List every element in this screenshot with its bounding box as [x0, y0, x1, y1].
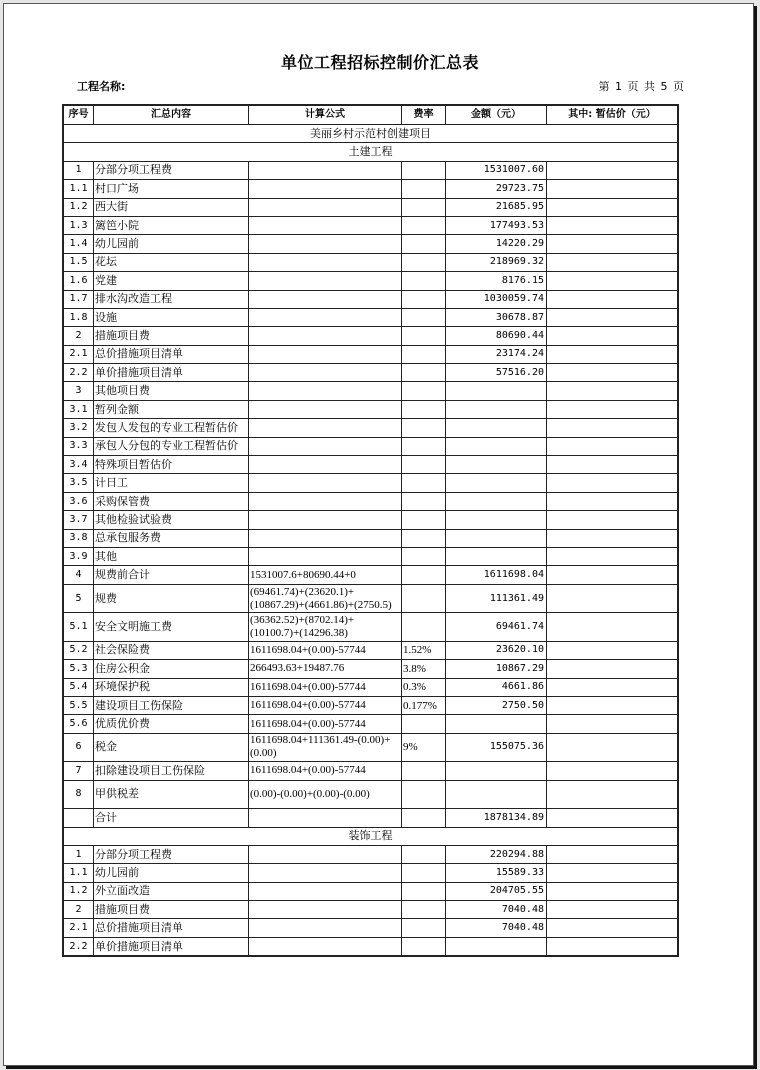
row-formula — [249, 809, 402, 827]
table-row — [64, 660, 678, 678]
table-row — [64, 198, 678, 216]
row-formula: (36362.52)+(8702.14)+(10100.7)+(14296.38) — [249, 613, 402, 642]
row-rate — [402, 308, 446, 326]
row-content: 党建 — [94, 272, 249, 290]
row-seq: 3.9 — [64, 547, 94, 565]
row-seq: 2 — [64, 327, 94, 345]
row-rate — [402, 161, 446, 179]
row-rate — [402, 364, 446, 382]
row-amount: 177493.53 — [446, 216, 547, 234]
row-provisional — [547, 696, 678, 714]
row-content: 措施项目费 — [94, 327, 249, 345]
row-provisional — [547, 198, 678, 216]
row-seq: 1.1 — [64, 180, 94, 198]
row-rate — [402, 290, 446, 308]
row-formula — [249, 235, 402, 253]
row-content: 幼儿园前 — [94, 864, 249, 882]
table-row — [64, 901, 678, 919]
table-row — [64, 715, 678, 733]
row-seq — [64, 809, 94, 827]
row-seq: 3.7 — [64, 511, 94, 529]
summary-table — [63, 105, 678, 956]
row-amount: 218969.32 — [446, 253, 547, 271]
row-rate — [402, 809, 446, 827]
row-amount — [446, 937, 547, 955]
row-formula — [249, 456, 402, 474]
row-provisional — [547, 762, 678, 780]
row-seq: 2.1 — [64, 345, 94, 363]
row-provisional — [547, 845, 678, 863]
row-seq: 5.5 — [64, 696, 94, 714]
row-formula — [249, 511, 402, 529]
row-seq: 5.4 — [64, 678, 94, 696]
row-formula — [249, 492, 402, 510]
col-header-formula: 计算公式 — [249, 106, 402, 125]
table-row — [64, 161, 678, 179]
row-formula: 1611698.04+(0.00)-57744 — [249, 678, 402, 696]
row-formula — [249, 901, 402, 919]
page-title: 单位工程招标控制价汇总表 — [280, 53, 479, 72]
table-row — [64, 511, 678, 529]
col-header-seq: 序号 — [64, 106, 94, 125]
row-amount: 1878134.89 — [446, 809, 547, 827]
row-rate — [402, 845, 446, 863]
row-provisional — [547, 290, 678, 308]
row-amount: 4661.86 — [446, 678, 547, 696]
row-formula — [249, 364, 402, 382]
row-seq: 5.2 — [64, 641, 94, 659]
row-content: 合计 — [94, 809, 249, 827]
table-row — [64, 882, 678, 900]
row-content: 承包人分包的专业工程暂估价 — [94, 437, 249, 455]
row-amount: 7040.48 — [446, 901, 547, 919]
row-seq: 4 — [64, 566, 94, 584]
row-seq: 1.2 — [64, 198, 94, 216]
row-content: 采购保管费 — [94, 492, 249, 510]
row-amount: 111361.49 — [446, 584, 547, 613]
row-amount: 1030059.74 — [446, 290, 547, 308]
row-content: 特殊项目暂估价 — [94, 456, 249, 474]
row-seq: 2.1 — [64, 919, 94, 937]
table-row — [64, 566, 678, 584]
row-rate — [402, 253, 446, 271]
row-seq: 1.5 — [64, 253, 94, 271]
row-content: 税金 — [94, 733, 249, 762]
row-formula — [249, 882, 402, 900]
row-rate — [402, 864, 446, 882]
row-rate — [402, 882, 446, 900]
row-rate: 0.177% — [402, 696, 446, 714]
row-amount — [446, 474, 547, 492]
table-row — [64, 641, 678, 659]
row-seq: 1.8 — [64, 308, 94, 326]
row-formula — [249, 474, 402, 492]
row-content: 总承包服务费 — [94, 529, 249, 547]
table-row — [64, 529, 678, 547]
row-amount — [446, 547, 547, 565]
row-content: 分部分项工程费 — [94, 161, 249, 179]
table-row — [64, 809, 678, 827]
row-amount: 10867.29 — [446, 660, 547, 678]
row-provisional — [547, 161, 678, 179]
row-formula — [249, 937, 402, 955]
row-formula — [249, 253, 402, 271]
row-provisional — [547, 235, 678, 253]
row-rate — [402, 180, 446, 198]
row-content: 设施 — [94, 308, 249, 326]
table-row — [64, 492, 678, 510]
row-amount: 220294.88 — [446, 845, 547, 863]
row-rate: 1.52% — [402, 641, 446, 659]
row-formula: (0.00)-(0.00)+(0.00)-(0.00) — [249, 780, 402, 809]
row-content: 规费 — [94, 584, 249, 613]
table-row — [64, 364, 678, 382]
table-row — [64, 762, 678, 780]
row-seq: 5.6 — [64, 715, 94, 733]
row-amount: 30678.87 — [446, 308, 547, 326]
row-rate — [402, 780, 446, 809]
row-formula — [249, 290, 402, 308]
row-provisional — [547, 660, 678, 678]
row-amount: 204705.55 — [446, 882, 547, 900]
row-seq: 3.5 — [64, 474, 94, 492]
row-provisional — [547, 437, 678, 455]
row-provisional — [547, 474, 678, 492]
row-rate — [402, 566, 446, 584]
row-content: 计日工 — [94, 474, 249, 492]
row-content: 单价措施项目清单 — [94, 937, 249, 955]
row-amount: 1611698.04 — [446, 566, 547, 584]
row-formula — [249, 529, 402, 547]
row-seq: 1.7 — [64, 290, 94, 308]
row-rate — [402, 216, 446, 234]
table-row — [64, 613, 678, 642]
row-rate — [402, 715, 446, 733]
row-amount: 23620.10 — [446, 641, 547, 659]
row-seq: 6 — [64, 733, 94, 762]
row-rate — [402, 419, 446, 437]
table-row — [64, 937, 678, 955]
table-row — [64, 290, 678, 308]
row-amount: 69461.74 — [446, 613, 547, 642]
row-provisional — [547, 780, 678, 809]
row-seq: 1.2 — [64, 882, 94, 900]
row-amount — [446, 456, 547, 474]
row-amount — [446, 382, 547, 400]
row-rate — [402, 456, 446, 474]
row-formula — [249, 419, 402, 437]
row-provisional — [547, 937, 678, 955]
row-content: 环境保护税 — [94, 678, 249, 696]
row-provisional — [547, 613, 678, 642]
row-content: 篱笆小院 — [94, 216, 249, 234]
row-provisional — [547, 715, 678, 733]
row-provisional — [547, 547, 678, 565]
row-amount — [446, 529, 547, 547]
row-content: 总价措施项目清单 — [94, 919, 249, 937]
row-provisional — [547, 492, 678, 510]
table-row — [64, 419, 678, 437]
col-header-amount: 金额（元） — [446, 106, 547, 125]
table-row — [64, 845, 678, 863]
row-amount — [446, 492, 547, 510]
row-provisional — [547, 511, 678, 529]
row-content: 优质优价费 — [94, 715, 249, 733]
row-content: 措施项目费 — [94, 901, 249, 919]
row-formula: 1611698.04+(0.00)-57744 — [249, 762, 402, 780]
row-amount: 23174.24 — [446, 345, 547, 363]
row-provisional — [547, 253, 678, 271]
row-provisional — [547, 345, 678, 363]
table-body — [64, 125, 678, 956]
table-row — [64, 272, 678, 290]
row-provisional — [547, 400, 678, 418]
row-rate — [402, 437, 446, 455]
row-content: 社会保险费 — [94, 641, 249, 659]
row-rate — [402, 584, 446, 613]
row-formula — [249, 180, 402, 198]
row-provisional — [547, 809, 678, 827]
row-provisional — [547, 456, 678, 474]
row-seq: 2.2 — [64, 937, 94, 955]
row-rate — [402, 762, 446, 780]
row-amount — [446, 419, 547, 437]
row-content: 规费前合计 — [94, 566, 249, 584]
col-header-provisional: 其中: 暂估价（元） — [547, 106, 678, 125]
row-formula — [249, 308, 402, 326]
row-content: 村口广场 — [94, 180, 249, 198]
row-formula — [249, 272, 402, 290]
row-rate — [402, 547, 446, 565]
row-seq: 1.3 — [64, 216, 94, 234]
row-provisional — [547, 419, 678, 437]
row-formula — [249, 345, 402, 363]
row-rate — [402, 529, 446, 547]
project-name-label: 工程名称: — [77, 80, 126, 93]
row-seq: 1 — [64, 161, 94, 179]
table-row — [64, 864, 678, 882]
section-row — [64, 827, 678, 845]
row-provisional — [547, 566, 678, 584]
row-formula: 266493.63+19487.76 — [249, 660, 402, 678]
row-seq: 5.1 — [64, 613, 94, 642]
row-rate — [402, 901, 446, 919]
row-formula: 1531007.6+80690.44+0 — [249, 566, 402, 584]
row-content: 西大街 — [94, 198, 249, 216]
row-formula: 1611698.04+(0.00)-57744 — [249, 715, 402, 733]
row-amount: 57516.20 — [446, 364, 547, 382]
table-row — [64, 696, 678, 714]
row-seq: 1 — [64, 845, 94, 863]
table-row — [64, 437, 678, 455]
row-content: 其他检验试验费 — [94, 511, 249, 529]
row-amount: 1531007.60 — [446, 161, 547, 179]
table-row — [64, 308, 678, 326]
row-formula — [249, 400, 402, 418]
row-seq: 1.1 — [64, 864, 94, 882]
row-formula: 1611698.04+(0.00)-57744 — [249, 641, 402, 659]
row-content: 其他项目费 — [94, 382, 249, 400]
row-provisional — [547, 882, 678, 900]
table-row — [64, 216, 678, 234]
row-rate: 0.3% — [402, 678, 446, 696]
col-header-content: 汇总内容 — [94, 106, 249, 125]
row-rate: 3.8% — [402, 660, 446, 678]
row-formula: 1611698.04+111361.49-(0.00)+(0.00) — [249, 733, 402, 762]
row-amount: 29723.75 — [446, 180, 547, 198]
row-provisional — [547, 584, 678, 613]
row-seq: 3.1 — [64, 400, 94, 418]
section-title: 土建工程 — [64, 143, 678, 161]
row-provisional — [547, 272, 678, 290]
row-provisional — [547, 901, 678, 919]
row-rate — [402, 511, 446, 529]
row-seq: 3 — [64, 382, 94, 400]
project-title-cell: 美丽乡村示范村创建项目 — [64, 125, 678, 143]
row-amount: 155075.36 — [446, 733, 547, 762]
table-row — [64, 235, 678, 253]
row-rate — [402, 272, 446, 290]
table-row — [64, 474, 678, 492]
row-amount: 80690.44 — [446, 327, 547, 345]
row-provisional — [547, 308, 678, 326]
row-seq: 1.6 — [64, 272, 94, 290]
project-title-row — [64, 125, 678, 143]
row-content: 排水沟改造工程 — [94, 290, 249, 308]
row-provisional — [547, 327, 678, 345]
table-row — [64, 678, 678, 696]
table-row — [64, 382, 678, 400]
row-rate — [402, 345, 446, 363]
row-amount — [446, 715, 547, 733]
table-row — [64, 733, 678, 762]
table-row — [64, 400, 678, 418]
row-formula — [249, 161, 402, 179]
row-rate — [402, 492, 446, 510]
row-provisional — [547, 364, 678, 382]
row-seq: 3.2 — [64, 419, 94, 437]
row-seq: 3.4 — [64, 456, 94, 474]
row-seq: 2 — [64, 901, 94, 919]
row-amount — [446, 780, 547, 809]
row-seq: 2.2 — [64, 364, 94, 382]
table-row — [64, 780, 678, 809]
table-row — [64, 327, 678, 345]
row-rate — [402, 937, 446, 955]
row-content: 甲供税差 — [94, 780, 249, 809]
row-formula — [249, 216, 402, 234]
row-seq: 5.3 — [64, 660, 94, 678]
row-seq: 7 — [64, 762, 94, 780]
row-content: 分部分项工程费 — [94, 845, 249, 863]
row-content: 建设项目工伤保险 — [94, 696, 249, 714]
row-seq: 5 — [64, 584, 94, 613]
col-header-rate: 费率 — [402, 106, 446, 125]
table-row — [64, 919, 678, 937]
row-provisional — [547, 919, 678, 937]
row-rate — [402, 327, 446, 345]
row-formula: 1611698.04+(0.00)-57744 — [249, 696, 402, 714]
row-content: 外立面改造 — [94, 882, 249, 900]
row-rate — [402, 613, 446, 642]
row-content: 其他 — [94, 547, 249, 565]
row-rate — [402, 382, 446, 400]
row-seq: 1.4 — [64, 235, 94, 253]
row-formula — [249, 437, 402, 455]
section-row — [64, 143, 678, 161]
row-amount: 2750.50 — [446, 696, 547, 714]
row-seq: 3.8 — [64, 529, 94, 547]
row-amount: 8176.15 — [446, 272, 547, 290]
table-row — [64, 253, 678, 271]
row-content: 花坛 — [94, 253, 249, 271]
row-formula — [249, 845, 402, 863]
row-formula — [249, 198, 402, 216]
row-provisional — [547, 733, 678, 762]
table-header-row — [64, 106, 678, 125]
row-formula — [249, 919, 402, 937]
row-content: 住房公积金 — [94, 660, 249, 678]
row-seq: 3.3 — [64, 437, 94, 455]
row-rate — [402, 235, 446, 253]
row-amount — [446, 511, 547, 529]
row-amount: 14220.29 — [446, 235, 547, 253]
row-rate — [402, 400, 446, 418]
table-row — [64, 584, 678, 613]
row-content: 安全文明施工费 — [94, 613, 249, 642]
row-provisional — [547, 864, 678, 882]
row-content: 单价措施项目清单 — [94, 364, 249, 382]
row-formula — [249, 382, 402, 400]
table-row — [64, 547, 678, 565]
row-amount — [446, 400, 547, 418]
row-provisional — [547, 382, 678, 400]
row-content: 总价措施项目清单 — [94, 345, 249, 363]
row-content: 暂列金额 — [94, 400, 249, 418]
row-content: 扣除建设项目工伤保险 — [94, 762, 249, 780]
table-row — [64, 345, 678, 363]
row-amount: 7040.48 — [446, 919, 547, 937]
row-content: 发包人发包的专业工程暂估价 — [94, 419, 249, 437]
row-seq: 3.6 — [64, 492, 94, 510]
row-formula — [249, 864, 402, 882]
row-provisional — [547, 641, 678, 659]
row-amount — [446, 762, 547, 780]
row-provisional — [547, 529, 678, 547]
row-provisional — [547, 678, 678, 696]
row-content: 幼儿园前 — [94, 235, 249, 253]
table-row — [64, 456, 678, 474]
row-amount: 15589.33 — [446, 864, 547, 882]
section-title: 装饰工程 — [64, 827, 678, 845]
row-formula — [249, 327, 402, 345]
row-formula — [249, 547, 402, 565]
row-rate: 9% — [402, 733, 446, 762]
row-amount: 21685.95 — [446, 198, 547, 216]
row-seq: 8 — [64, 780, 94, 809]
table-row — [64, 180, 678, 198]
row-rate — [402, 198, 446, 216]
page-indicator: 第 1 页 共 5 页 — [598, 80, 684, 93]
row-rate — [402, 919, 446, 937]
row-amount — [446, 437, 547, 455]
row-provisional — [547, 216, 678, 234]
row-rate — [402, 474, 446, 492]
row-formula: (69461.74)+(23620.1)+(10867.29)+(4661.86)+(2750.5) — [249, 584, 402, 613]
row-provisional — [547, 180, 678, 198]
